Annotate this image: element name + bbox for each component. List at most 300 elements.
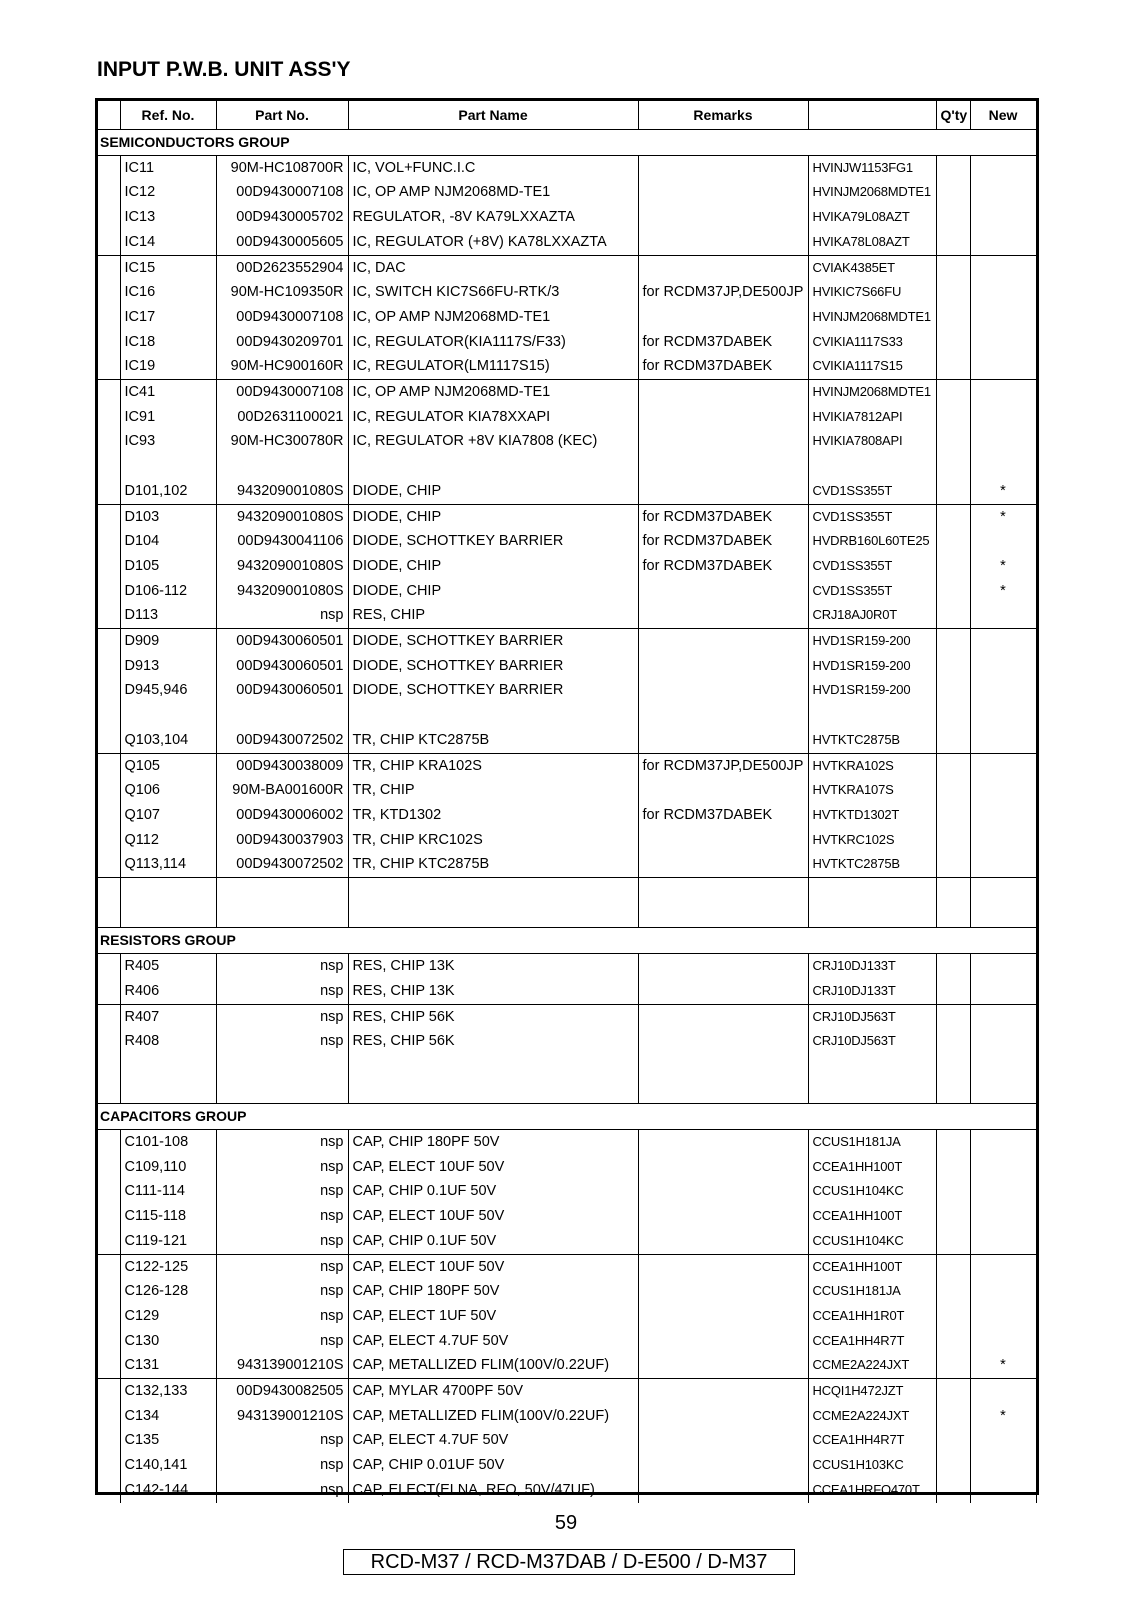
- qty-cell: [936, 454, 970, 479]
- ref-no-cell: C140,141: [120, 1453, 216, 1478]
- new-mark-cell: [970, 728, 1036, 753]
- row-spacer: [98, 753, 120, 778]
- part-no-cell: nsp: [216, 954, 348, 979]
- table-row: [98, 454, 1036, 479]
- ref-no-cell: D105: [120, 554, 216, 579]
- new-mark-cell: [970, 280, 1036, 305]
- new-mark-cell: [970, 230, 1036, 255]
- table-row: [98, 903, 1036, 928]
- new-mark-cell: [970, 1155, 1036, 1180]
- new-mark-cell: *: [970, 504, 1036, 529]
- new-mark-cell: [970, 678, 1036, 703]
- code-cell: CRJ10DJ563T: [808, 1004, 936, 1029]
- table-row: [98, 230, 1036, 255]
- qty-cell: [936, 1379, 970, 1404]
- code-cell: HVDRB160L60TE25: [808, 529, 936, 554]
- part-name-cell: DIODE, CHIP: [348, 554, 638, 579]
- ref-no-cell: D913: [120, 654, 216, 679]
- remarks-cell: [638, 852, 808, 877]
- ref-no-cell: D909: [120, 629, 216, 654]
- table-row: [98, 1353, 1036, 1378]
- page-number: 59: [554, 1512, 578, 1534]
- row-spacer: [98, 728, 120, 753]
- remarks-cell: for RCDM37DABEK: [638, 554, 808, 579]
- row-spacer: [98, 1379, 120, 1404]
- code-cell: HVTKRA102S: [808, 753, 936, 778]
- code-cell: [808, 703, 936, 728]
- row-spacer: [98, 1029, 120, 1054]
- table-row: [98, 529, 1036, 554]
- part-name-cell: [348, 1079, 638, 1104]
- code-cell: HCQI1H472JZT: [808, 1379, 936, 1404]
- table-row: [98, 280, 1036, 305]
- part-name-cell: [348, 903, 638, 928]
- row-spacer: [98, 1329, 120, 1354]
- new-mark-cell: *: [970, 1353, 1036, 1378]
- qty-cell: [936, 654, 970, 679]
- table-row: [98, 354, 1036, 379]
- table-row: [98, 1079, 1036, 1104]
- table-row: [98, 1155, 1036, 1180]
- code-cell: HVIKIC7S66FU: [808, 280, 936, 305]
- remarks-cell: [638, 703, 808, 728]
- part-name-cell: CAP, ELECT 10UF 50V: [348, 1204, 638, 1229]
- ref-no-cell: R408: [120, 1029, 216, 1054]
- code-cell: CRJ10DJ133T: [808, 954, 936, 979]
- remarks-cell: for RCDM37DABEK: [638, 504, 808, 529]
- table-header-row: [98, 101, 1036, 130]
- qty-cell: [936, 1229, 970, 1254]
- parts-table: [98, 101, 1037, 1503]
- part-name-cell: CAP, METALLIZED FLIM(100V/0.22UF): [348, 1353, 638, 1378]
- table-row: [98, 603, 1036, 628]
- part-no-cell: nsp: [216, 1453, 348, 1478]
- part-name-cell: IC, DAC: [348, 255, 638, 280]
- qty-cell: [936, 852, 970, 877]
- part-no-cell: 00D9430037903: [216, 828, 348, 853]
- row-spacer: [98, 529, 120, 554]
- qty-cell: [936, 703, 970, 728]
- code-cell: CCEA1HH100T: [808, 1204, 936, 1229]
- part-name-cell: CAP, CHIP 180PF 50V: [348, 1279, 638, 1304]
- page-title: INPUT P.W.B. UNIT ASS'Y: [97, 58, 351, 81]
- part-no-cell: nsp: [216, 1329, 348, 1354]
- row-spacer: [98, 554, 120, 579]
- qty-cell: [936, 1404, 970, 1429]
- qty-cell: [936, 255, 970, 280]
- new-mark-cell: [970, 380, 1036, 405]
- code-cell: HVIKIA7808API: [808, 429, 936, 454]
- remarks-cell: [638, 678, 808, 703]
- row-spacer: [98, 255, 120, 280]
- table-row: [98, 828, 1036, 853]
- qty-cell: [936, 1353, 970, 1378]
- code-cell: CCUS1H104KC: [808, 1229, 936, 1254]
- table-row: [98, 778, 1036, 803]
- row-spacer: [98, 1229, 120, 1254]
- part-no-cell: nsp: [216, 1155, 348, 1180]
- ref-no-cell: C109,110: [120, 1155, 216, 1180]
- table-row: [98, 579, 1036, 604]
- remarks-cell: [638, 1353, 808, 1378]
- part-name-cell: DIODE, CHIP: [348, 504, 638, 529]
- remarks-cell: [638, 1130, 808, 1155]
- row-spacer: [98, 280, 120, 305]
- qty-cell: [936, 429, 970, 454]
- table-row: [98, 380, 1036, 405]
- table-row: [98, 305, 1036, 330]
- table-row: [98, 1029, 1036, 1054]
- qty-cell: [936, 405, 970, 430]
- qty-cell: [936, 180, 970, 205]
- code-cell: CRJ18AJ0R0T: [808, 603, 936, 628]
- remarks-cell: for RCDM37DABEK: [638, 529, 808, 554]
- part-no-cell: [216, 903, 348, 928]
- code-cell: CRJ10DJ563T: [808, 1029, 936, 1054]
- header-qty: Q'ty: [936, 101, 970, 130]
- ref-no-cell: Q112: [120, 828, 216, 853]
- part-name-cell: CAP, ELECT 4.7UF 50V: [348, 1428, 638, 1453]
- code-cell: CCUS1H103KC: [808, 1453, 936, 1478]
- remarks-cell: [638, 1004, 808, 1029]
- remarks-cell: [638, 180, 808, 205]
- group-header-row: [98, 928, 1036, 954]
- row-spacer: [98, 603, 120, 628]
- table-row: [98, 1179, 1036, 1204]
- part-no-cell: nsp: [216, 979, 348, 1004]
- part-name-cell: CAP, ELECT 10UF 50V: [348, 1155, 638, 1180]
- code-cell: HVTKRA107S: [808, 778, 936, 803]
- part-no-cell: nsp: [216, 1428, 348, 1453]
- new-mark-cell: [970, 255, 1036, 280]
- remarks-cell: [638, 954, 808, 979]
- part-name-cell: DIODE, SCHOTTKEY BARRIER: [348, 529, 638, 554]
- parts-table-body: [98, 130, 1036, 1503]
- qty-cell: [936, 1029, 970, 1054]
- remarks-cell: [638, 305, 808, 330]
- table-row: [98, 1304, 1036, 1329]
- qty-cell: [936, 603, 970, 628]
- code-cell: CVD1SS355T: [808, 479, 936, 504]
- code-cell: CCUS1H181JA: [808, 1130, 936, 1155]
- row-spacer: [98, 1404, 120, 1429]
- row-spacer: [98, 1304, 120, 1329]
- remarks-cell: [638, 778, 808, 803]
- qty-cell: [936, 380, 970, 405]
- part-no-cell: nsp: [216, 1279, 348, 1304]
- table-row: [98, 1279, 1036, 1304]
- new-mark-cell: [970, 330, 1036, 355]
- part-no-cell: 90M-HC300780R: [216, 429, 348, 454]
- qty-cell: [936, 1004, 970, 1029]
- qty-cell: [936, 629, 970, 654]
- code-cell: CRJ10DJ133T: [808, 979, 936, 1004]
- qty-cell: [936, 678, 970, 703]
- ref-no-cell: IC16: [120, 280, 216, 305]
- ref-no-cell: C122-125: [120, 1254, 216, 1279]
- part-no-cell: nsp: [216, 1304, 348, 1329]
- code-cell: [808, 1054, 936, 1079]
- ref-no-cell: IC11: [120, 155, 216, 180]
- part-name-cell: DIODE, CHIP: [348, 579, 638, 604]
- remarks-cell: [638, 429, 808, 454]
- table-row: [98, 1428, 1036, 1453]
- remarks-cell: [638, 205, 808, 230]
- part-name-cell: IC, REGULATOR(KIA1117S/F33): [348, 330, 638, 355]
- part-no-cell: 00D9430082505: [216, 1379, 348, 1404]
- code-cell: CCEA1HH100T: [808, 1254, 936, 1279]
- code-cell: [808, 878, 936, 903]
- table-row: [98, 803, 1036, 828]
- row-spacer: [98, 1004, 120, 1029]
- row-spacer: [98, 1279, 120, 1304]
- row-spacer: [98, 479, 120, 504]
- row-spacer: [98, 354, 120, 379]
- header-ref-no: Ref. No.: [120, 101, 216, 130]
- table-row: [98, 405, 1036, 430]
- group-header-row: [98, 130, 1036, 156]
- remarks-cell: for RCDM37DABEK: [638, 354, 808, 379]
- ref-no-cell: IC19: [120, 354, 216, 379]
- ref-no-cell: Q107: [120, 803, 216, 828]
- code-cell: [808, 454, 936, 479]
- group-header-row: [98, 1104, 1036, 1130]
- part-no-cell: 943209001080S: [216, 554, 348, 579]
- remarks-cell: [638, 1453, 808, 1478]
- code-cell: CCME2A224JXT: [808, 1353, 936, 1378]
- part-no-cell: 00D9430007108: [216, 180, 348, 205]
- qty-cell: [936, 230, 970, 255]
- ref-no-cell: C135: [120, 1428, 216, 1453]
- part-name-cell: CAP, METALLIZED FLIM(100V/0.22UF): [348, 1404, 638, 1429]
- qty-cell: [936, 1155, 970, 1180]
- row-spacer: [98, 1254, 120, 1279]
- new-mark-cell: [970, 429, 1036, 454]
- part-name-cell: IC, REGULATOR +8V KIA7808 (KEC): [348, 429, 638, 454]
- header-new: New: [970, 101, 1036, 130]
- table-row: [98, 678, 1036, 703]
- remarks-cell: [638, 230, 808, 255]
- part-name-cell: RES, CHIP 13K: [348, 954, 638, 979]
- header-part-no: Part No.: [216, 101, 348, 130]
- part-no-cell: nsp: [216, 1254, 348, 1279]
- row-spacer: [98, 954, 120, 979]
- qty-cell: [936, 155, 970, 180]
- part-name-cell: [348, 454, 638, 479]
- code-cell: HVD1SR159-200: [808, 654, 936, 679]
- part-no-cell: 00D9430007108: [216, 380, 348, 405]
- part-no-cell: 00D2623552904: [216, 255, 348, 280]
- code-cell: CCUS1H104KC: [808, 1179, 936, 1204]
- part-name-cell: IC, REGULATOR (+8V) KA78LXXAZTA: [348, 230, 638, 255]
- part-name-cell: IC, OP AMP NJM2068MD-TE1: [348, 180, 638, 205]
- row-spacer: [98, 903, 120, 928]
- new-mark-cell: *: [970, 554, 1036, 579]
- code-cell: CCEA1HH1R0T: [808, 1304, 936, 1329]
- qty-cell: [936, 354, 970, 379]
- table-row: [98, 330, 1036, 355]
- ref-no-cell: IC12: [120, 180, 216, 205]
- row-spacer: [98, 579, 120, 604]
- table-row: [98, 629, 1036, 654]
- part-name-cell: TR, CHIP KRC102S: [348, 828, 638, 853]
- part-name-cell: CAP, MYLAR 4700PF 50V: [348, 1379, 638, 1404]
- code-cell: HVTKRC102S: [808, 828, 936, 853]
- qty-cell: [936, 579, 970, 604]
- part-no-cell: nsp: [216, 1004, 348, 1029]
- table-row: [98, 1054, 1036, 1079]
- ref-no-cell: D103: [120, 504, 216, 529]
- row-spacer: [98, 454, 120, 479]
- part-no-cell: nsp: [216, 1229, 348, 1254]
- ref-no-cell: IC17: [120, 305, 216, 330]
- part-no-cell: 00D9430060501: [216, 629, 348, 654]
- table-row: [98, 1329, 1036, 1354]
- row-spacer: [98, 654, 120, 679]
- table-row: [98, 155, 1036, 180]
- new-mark-cell: [970, 1478, 1036, 1503]
- part-name-cell: CAP, ELECT 4.7UF 50V: [348, 1329, 638, 1354]
- part-no-cell: 943139001210S: [216, 1353, 348, 1378]
- remarks-cell: [638, 1379, 808, 1404]
- new-mark-cell: [970, 878, 1036, 903]
- qty-cell: [936, 1130, 970, 1155]
- ref-no-cell: Q106: [120, 778, 216, 803]
- code-cell: CCME2A224JXT: [808, 1404, 936, 1429]
- part-name-cell: RES, CHIP 13K: [348, 979, 638, 1004]
- table-row: [98, 979, 1036, 1004]
- row-spacer: [98, 1079, 120, 1104]
- remarks-cell: for RCDM37JP,DE500JP: [638, 753, 808, 778]
- ref-no-cell: IC91: [120, 405, 216, 430]
- remarks-cell: [638, 1029, 808, 1054]
- new-mark-cell: [970, 629, 1036, 654]
- ref-no-cell: C129: [120, 1304, 216, 1329]
- table-row: [98, 504, 1036, 529]
- table-row: [98, 180, 1036, 205]
- row-spacer: [98, 828, 120, 853]
- qty-cell: [936, 1428, 970, 1453]
- new-mark-cell: [970, 954, 1036, 979]
- row-spacer: [98, 1179, 120, 1204]
- code-cell: HVIKIA7812API: [808, 405, 936, 430]
- qty-cell: [936, 1179, 970, 1204]
- part-name-cell: IC, SWITCH KIC7S66FU-RTK/3: [348, 280, 638, 305]
- part-name-cell: DIODE, SCHOTTKEY BARRIER: [348, 678, 638, 703]
- part-no-cell: [216, 1054, 348, 1079]
- ref-no-cell: Q113,114: [120, 852, 216, 877]
- new-mark-cell: [970, 529, 1036, 554]
- model-box: RCD-M37 / RCD-M37DAB / D-E500 / D-M37: [343, 1549, 795, 1575]
- part-no-cell: [216, 1079, 348, 1104]
- new-mark-cell: [970, 778, 1036, 803]
- row-spacer: [98, 305, 120, 330]
- code-cell: [808, 1079, 936, 1104]
- ref-no-cell: [120, 903, 216, 928]
- part-no-cell: nsp: [216, 1179, 348, 1204]
- code-cell: HVTKTC2875B: [808, 728, 936, 753]
- part-name-cell: RES, CHIP 56K: [348, 1029, 638, 1054]
- ref-no-cell: D945,946: [120, 678, 216, 703]
- new-mark-cell: [970, 1079, 1036, 1104]
- code-cell: CVD1SS355T: [808, 554, 936, 579]
- row-spacer: [98, 979, 120, 1004]
- table-row: [98, 753, 1036, 778]
- part-no-cell: nsp: [216, 1130, 348, 1155]
- new-mark-cell: [970, 803, 1036, 828]
- new-mark-cell: [970, 1379, 1036, 1404]
- header-code: [808, 101, 936, 130]
- remarks-cell: [638, 405, 808, 430]
- row-spacer: [98, 429, 120, 454]
- part-no-cell: nsp: [216, 603, 348, 628]
- qty-cell: [936, 280, 970, 305]
- qty-cell: [936, 878, 970, 903]
- part-no-cell: 00D9430041106: [216, 529, 348, 554]
- part-no-cell: 00D9430007108: [216, 305, 348, 330]
- code-cell: CCEA1HRFO470T: [808, 1478, 936, 1503]
- group-title: RESISTORS GROUP: [98, 928, 1036, 954]
- qty-cell: [936, 1054, 970, 1079]
- part-no-cell: 00D2631100021: [216, 405, 348, 430]
- remarks-cell: [638, 1229, 808, 1254]
- remarks-cell: [638, 903, 808, 928]
- remarks-cell: [638, 380, 808, 405]
- code-cell: HVINJM2068MDTE1: [808, 380, 936, 405]
- qty-cell: [936, 1478, 970, 1503]
- qty-cell: [936, 979, 970, 1004]
- part-no-cell: 00D9430005702: [216, 205, 348, 230]
- new-mark-cell: [970, 205, 1036, 230]
- qty-cell: [936, 803, 970, 828]
- ref-no-cell: [120, 454, 216, 479]
- part-no-cell: 90M-BA001600R: [216, 778, 348, 803]
- part-no-cell: nsp: [216, 1029, 348, 1054]
- ref-no-cell: R407: [120, 1004, 216, 1029]
- row-spacer: [98, 878, 120, 903]
- new-mark-cell: [970, 979, 1036, 1004]
- ref-no-cell: Q103,104: [120, 728, 216, 753]
- remarks-cell: [638, 255, 808, 280]
- new-mark-cell: [970, 1428, 1036, 1453]
- qty-cell: [936, 1079, 970, 1104]
- new-mark-cell: [970, 603, 1036, 628]
- ref-no-cell: IC41: [120, 380, 216, 405]
- part-name-cell: IC, REGULATOR KIA78XXAPI: [348, 405, 638, 430]
- part-no-cell: [216, 454, 348, 479]
- ref-no-cell: C115-118: [120, 1204, 216, 1229]
- new-mark-cell: [970, 155, 1036, 180]
- ref-no-cell: IC14: [120, 230, 216, 255]
- code-cell: CCEA1HH4R7T: [808, 1329, 936, 1354]
- ref-no-cell: R406: [120, 979, 216, 1004]
- part-name-cell: CAP, CHIP 0.01UF 50V: [348, 1453, 638, 1478]
- code-cell: HVTKTD1302T: [808, 803, 936, 828]
- remarks-cell: [638, 603, 808, 628]
- new-mark-cell: [970, 1453, 1036, 1478]
- new-mark-cell: [970, 703, 1036, 728]
- new-mark-cell: [970, 1179, 1036, 1204]
- ref-no-cell: C111-114: [120, 1179, 216, 1204]
- remarks-cell: [638, 878, 808, 903]
- ref-no-cell: C134: [120, 1404, 216, 1429]
- remarks-cell: [638, 1428, 808, 1453]
- part-name-cell: TR, CHIP KRA102S: [348, 753, 638, 778]
- part-name-cell: CAP, ELECT(ELNA, RFO, 50V/47UF): [348, 1478, 638, 1503]
- qty-cell: [936, 753, 970, 778]
- new-mark-cell: [970, 1130, 1036, 1155]
- remarks-cell: [638, 728, 808, 753]
